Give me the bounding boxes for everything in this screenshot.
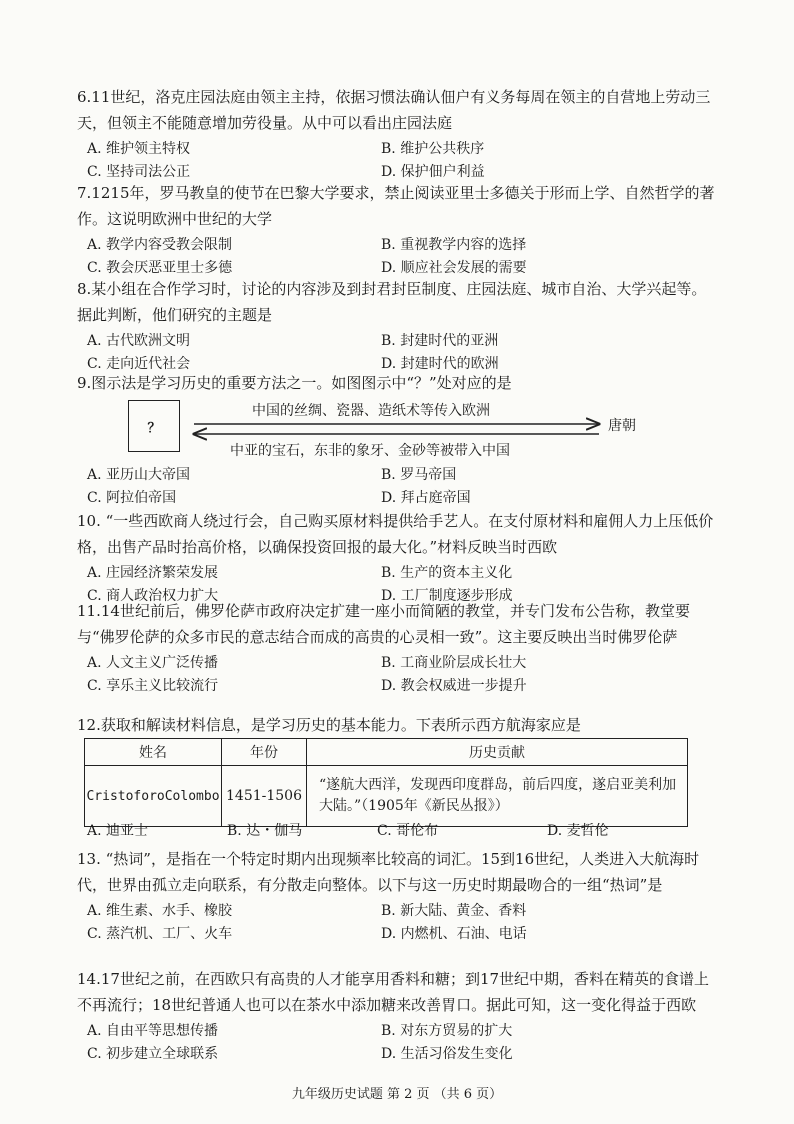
options-row (77, 560, 717, 583)
options-row (77, 485, 717, 508)
cell-years: 1451-1506 (222, 766, 307, 827)
question-stem: 12.获取和解读材料信息，是学习历史的基本能力。下表所示西方航海家应是 (77, 716, 581, 734)
option-a[interactable]: A. 维生素、水手、橡胶 (87, 903, 233, 919)
question-6 (77, 84, 717, 182)
question-12 (77, 712, 717, 738)
option-d[interactable]: D. 生活习俗发生变化 (381, 1046, 513, 1062)
options-row (77, 159, 717, 182)
options-row (77, 1018, 717, 1041)
option-a[interactable]: A. 庄园经济繁荣发展 (87, 565, 219, 581)
cell-name: CristoforoColombo (85, 766, 222, 827)
question-stem: 10. “一些西欧商人绕过行会，自己购买原材料提供给手艺人。在支付原材料和雇佣人力上压低价格，出售产品时抬高价格，以确保投资回报的最大化。”材料反映当时西欧 (77, 512, 714, 556)
question-9 (77, 370, 717, 396)
question-9-options (77, 462, 717, 508)
option-b[interactable]: B. 封建时代的亚洲 (381, 333, 499, 349)
col-name: 姓名 (85, 739, 222, 766)
option-a[interactable]: A. 自由平等思想传播 (87, 1023, 219, 1039)
option-a[interactable]: A. 亚历山大帝国 (87, 467, 191, 483)
option-b[interactable]: B. 罗马帝国 (381, 467, 457, 483)
options-row (77, 136, 717, 159)
options-row (77, 328, 717, 351)
diagram-destination: 唐朝 (608, 418, 636, 434)
option-a[interactable]: A. 人文主义广泛传播 (87, 655, 219, 671)
cell-contribution: “遂航大西洋，发现西印度群岛，前后四度，遂启亚美利加大陆。”（1905年《新民丛报》） (307, 766, 688, 827)
question-13 (77, 846, 717, 944)
options-row (77, 232, 717, 255)
option-b[interactable]: B. 新大陆、黄金、香料 (381, 903, 527, 919)
option-c[interactable]: C. 初步建立全球联系 (87, 1046, 219, 1062)
option-d[interactable]: D. 麦哲伦 (547, 823, 609, 839)
option-b[interactable]: B. 维护公共秩序 (381, 141, 485, 157)
option-c[interactable]: C. 坚持司法公正 (87, 164, 191, 180)
question-stem: 7.1215年，罗马教皇的使节在巴黎大学要求，禁止阅读亚里士多德关于形而上学、自然哲学的著作。这说明欧洲中世纪的大学 (77, 184, 715, 228)
question-11 (77, 598, 717, 696)
option-d[interactable]: D. 拜占庭帝国 (381, 490, 471, 506)
options-row (77, 673, 717, 696)
unknown-box: ？ (128, 400, 180, 452)
options-row (77, 650, 717, 673)
page-footer: 九年级历史试题 第 2 页 （共 6 页） (291, 1087, 503, 1102)
option-d[interactable]: D. 内燃机、石油、电话 (381, 926, 527, 942)
question-stem: 14.17世纪之前，在西欧只有高贵的人才能享用香料和糖；到17世纪中期，香料在精英的食谱上不再流行；18世纪普通人也可以在茶水中添加糖来改善胃口。据此可知，这一变化得益于西欧 (77, 970, 710, 1014)
option-c[interactable]: C. 商人政治权力扩大 (87, 588, 219, 604)
option-c[interactable]: C. 哥伦布 (377, 823, 439, 839)
options-row (77, 462, 717, 485)
option-a[interactable]: A. 维护领主特权 (87, 141, 191, 157)
option-c[interactable]: C. 蒸汽机、工厂、火车 (87, 926, 233, 942)
question-10 (77, 508, 717, 606)
option-b[interactable]: B. 达・伽马 (227, 823, 303, 839)
option-d[interactable]: D. 教会权威进一步提升 (381, 678, 527, 694)
diagram-bottom-text: 中亚的宝石，东非的象牙、金砂等被带入中国 (230, 443, 510, 459)
navigator-table (84, 738, 688, 827)
table-row (85, 766, 688, 827)
option-c[interactable]: C. 教会厌恶亚里士多德 (87, 260, 233, 276)
option-b[interactable]: B. 对东方贸易的扩大 (381, 1023, 513, 1039)
option-d[interactable]: D. 保护佃户利益 (381, 164, 485, 180)
option-b[interactable]: B. 生产的资本主义化 (381, 565, 513, 581)
question-stem: 6.11世纪，洛克庄园法庭由领主主持，依据习惯法确认佃户有义务每周在领主的自营地上劳动三天，但领主不能随意增加劳役量。从中可以看出庄园法庭 (77, 88, 711, 132)
question-14 (77, 966, 717, 1064)
question-8 (77, 276, 717, 374)
question-12-options (77, 820, 717, 843)
question-7 (77, 180, 717, 278)
option-b[interactable]: B. 重视教学内容的选择 (381, 237, 527, 253)
col-years: 年份 (222, 739, 307, 766)
question-stem: 8.某小组在合作学习时，讨论的内容涉及到封君封臣制度、庄园法庭、城市自治、大学兴起等。据此判断，他们研究的主题是 (77, 280, 707, 324)
table-header-row (85, 739, 688, 766)
option-d[interactable]: D. 封建时代的欧洲 (381, 356, 499, 372)
question-stem: 9.图示法是学习历史的重要方法之一。如图图示中“？”处对应的是 (77, 374, 512, 392)
option-a[interactable]: A. 教学内容受教会限制 (87, 237, 233, 253)
options-row (77, 255, 717, 278)
option-b[interactable]: B. 工商业阶层成长壮大 (381, 655, 527, 671)
trade-diagram (128, 400, 688, 462)
option-a[interactable]: A. 迪亚士 (87, 823, 149, 839)
options-row (77, 898, 717, 921)
option-d[interactable]: D. 工厂制度逐步形成 (381, 588, 513, 604)
diagram-top-text: 中国的丝绸、瓷器、造纸术等传入欧洲 (252, 403, 490, 419)
option-a[interactable]: A. 古代欧洲文明 (87, 333, 191, 349)
option-d[interactable]: D. 顺应社会发展的需要 (381, 260, 527, 276)
option-c[interactable]: C. 享乐主义比较流行 (87, 678, 219, 694)
question-stem: 11.14世纪前后，佛罗伦萨市政府决定扩建一座小而简陋的教堂，并专门发布公告称，教堂要与“佛罗伦萨的众多市民的意志结合而成的高贵的心灵相一致”。这主要反映出当时佛罗伦萨 (77, 602, 690, 646)
options-row (77, 921, 717, 944)
options-row (77, 820, 717, 843)
option-c[interactable]: C. 阿拉伯帝国 (87, 490, 177, 506)
col-contribution: 历史贡献 (307, 739, 688, 766)
option-c[interactable]: C. 走向近代社会 (87, 356, 191, 372)
options-row (77, 1041, 717, 1064)
question-stem: 13. “热词”，是指在一个特定时期内出现频率比较高的词汇。15到16世纪，人类进入大航海时代，世界由孤立走向联系，有分散走向整体。以下与这一历史时期最吻合的一组“热词”是 (77, 850, 700, 894)
